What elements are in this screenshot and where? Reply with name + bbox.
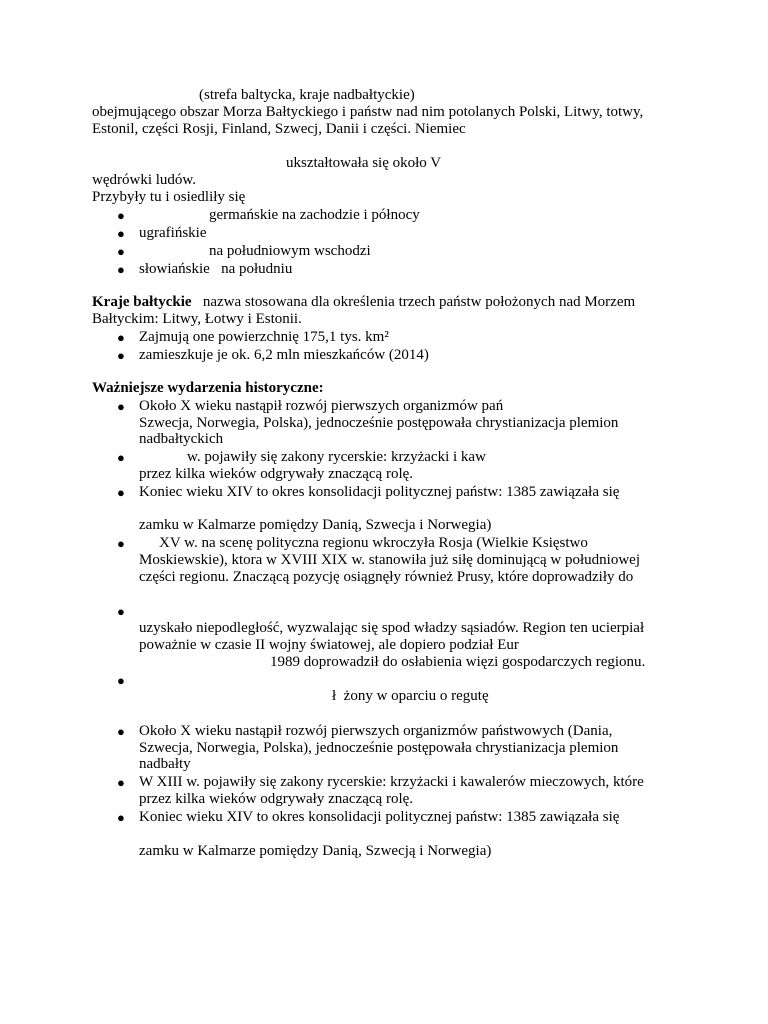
text-line: Szwecja, Norwegia, Polska), jednocześnie postępowała chrystianizacja plemion [139,740,619,756]
text-line: Koniec wieku XIV to okres konsolidacji politycznej państw: 1385 zawiązała się [139,484,620,500]
text-line: Szwecja, Norwegia, Polska), jednocześnie postępowała chrystianizacja plemion [139,415,619,431]
text-line: Koniec wieku XIV to okres konsolidacji politycznej państw: 1385 zawiązała się [139,809,620,825]
text-line: W XIII w. pojawiły się zakony rycerskie: krzyżacki i kawalerów mieczowych, które [139,774,644,790]
text-line: Przybyły tu i osiedliły się [92,189,246,205]
text-line: Estonil, części Rosji, Finland, Szwecj, Danii i części. Niemiec [92,121,466,137]
bullet-icon: ● [117,226,125,241]
text-line: w. pojawiły się zakony rycerskie: krzyżacki i kaw [187,449,486,465]
text-line: nadbałty [139,756,191,772]
text-line: Bałtyckim: Litwy, Łotwy i Estonii. [92,311,302,327]
bullet-icon: ● [117,450,125,465]
text-line: obejmującego obszar Morza Bałtyckiego i państw nad nim potolanych Polski, Litwy, totwy, [92,104,644,120]
text-line: ł żony w oparciu o regutę [332,688,489,704]
bullet-icon: ● [117,724,125,739]
bullet-icon: ● [117,810,125,825]
text-line: przez kilka wieków odgrywały znaczącą rolę. [139,466,414,482]
list-item: ugrafińskie [139,225,207,241]
list-item: na południowym wschodzi [209,243,371,259]
bullet-icon: ● [117,262,125,277]
bullet-icon: ● [117,775,125,790]
text-line: poważnie w czasie II wojny światowej, ale dopiero podział Eur [139,637,519,653]
bullet-icon: ● [117,330,125,345]
bullet-icon: ● [117,536,125,551]
text-line: części regionu. Znaczącą pozycję osiągnęły również Prusy, które doprowadziły do [139,569,634,585]
list-item: słowiańskie na południu [139,261,293,277]
text-line: uzyskało niepodległość, wyzwalając się spod władzy sąsiadów. Region ten ucierpiał [139,620,645,636]
text-line: XV w. na scenę polityczna regionu wkroczyła Rosja (Wielkie Księstwo [159,535,588,551]
text-line: (strefa baltycka, kraje nadbałtyckie) [199,87,415,103]
bullet-icon: ● [117,244,125,259]
bullet-icon: ● [117,399,125,414]
text-line: Około X wieku nastąpił rozwój pierwszych organizmów państwowych (Dania, [139,723,613,739]
text-line [92,294,635,311]
bold-term: Kraje bałtyckie [92,294,192,310]
text-line: Moskiewskie), ktora w XVIII XIX w. stanowiła już siłę dominującą w południowej [139,552,641,568]
list-item: germańskie na zachodzie i północy [209,207,420,223]
text-line: Około X wieku nastąpił rozwój pierwszych organizmów pań [139,398,504,414]
text-line: ukształtowała się około V [286,155,442,171]
section-heading: Ważniejsze wydarzenia historyczne: [92,380,324,396]
bullet-icon: ● [117,208,125,223]
bullet-icon: ● [117,673,125,688]
text-line: 1989 doprowadził do osłabienia więzi gospodarczych regionu. [270,654,646,670]
text-run: nazwa stosowana dla określenia trzech państw położonych nad Morzem [202,294,636,310]
bullet-icon: ● [117,604,125,619]
text-line: wędrówki ludów. [92,172,197,188]
bullet-icon: ● [117,485,125,500]
text-line: nadbałtyckich [139,431,224,447]
text-line: przez kilka wieków odgrywały znaczącą rolę. [139,791,414,807]
text-line: zamku w Kalmarze pomiędzy Danią, Szwecja i Norwegia) [139,517,492,533]
list-item: zamieszkuje je ok. 6,2 mln mieszkańców (2014) [139,347,429,363]
text-line: zamku w Kalmarze pomiędzy Danią, Szwecją i Norwegia) [139,843,492,859]
bullet-icon: ● [117,348,125,363]
list-item: Zajmują one powierzchnię 175,1 tys. km² [139,329,389,345]
